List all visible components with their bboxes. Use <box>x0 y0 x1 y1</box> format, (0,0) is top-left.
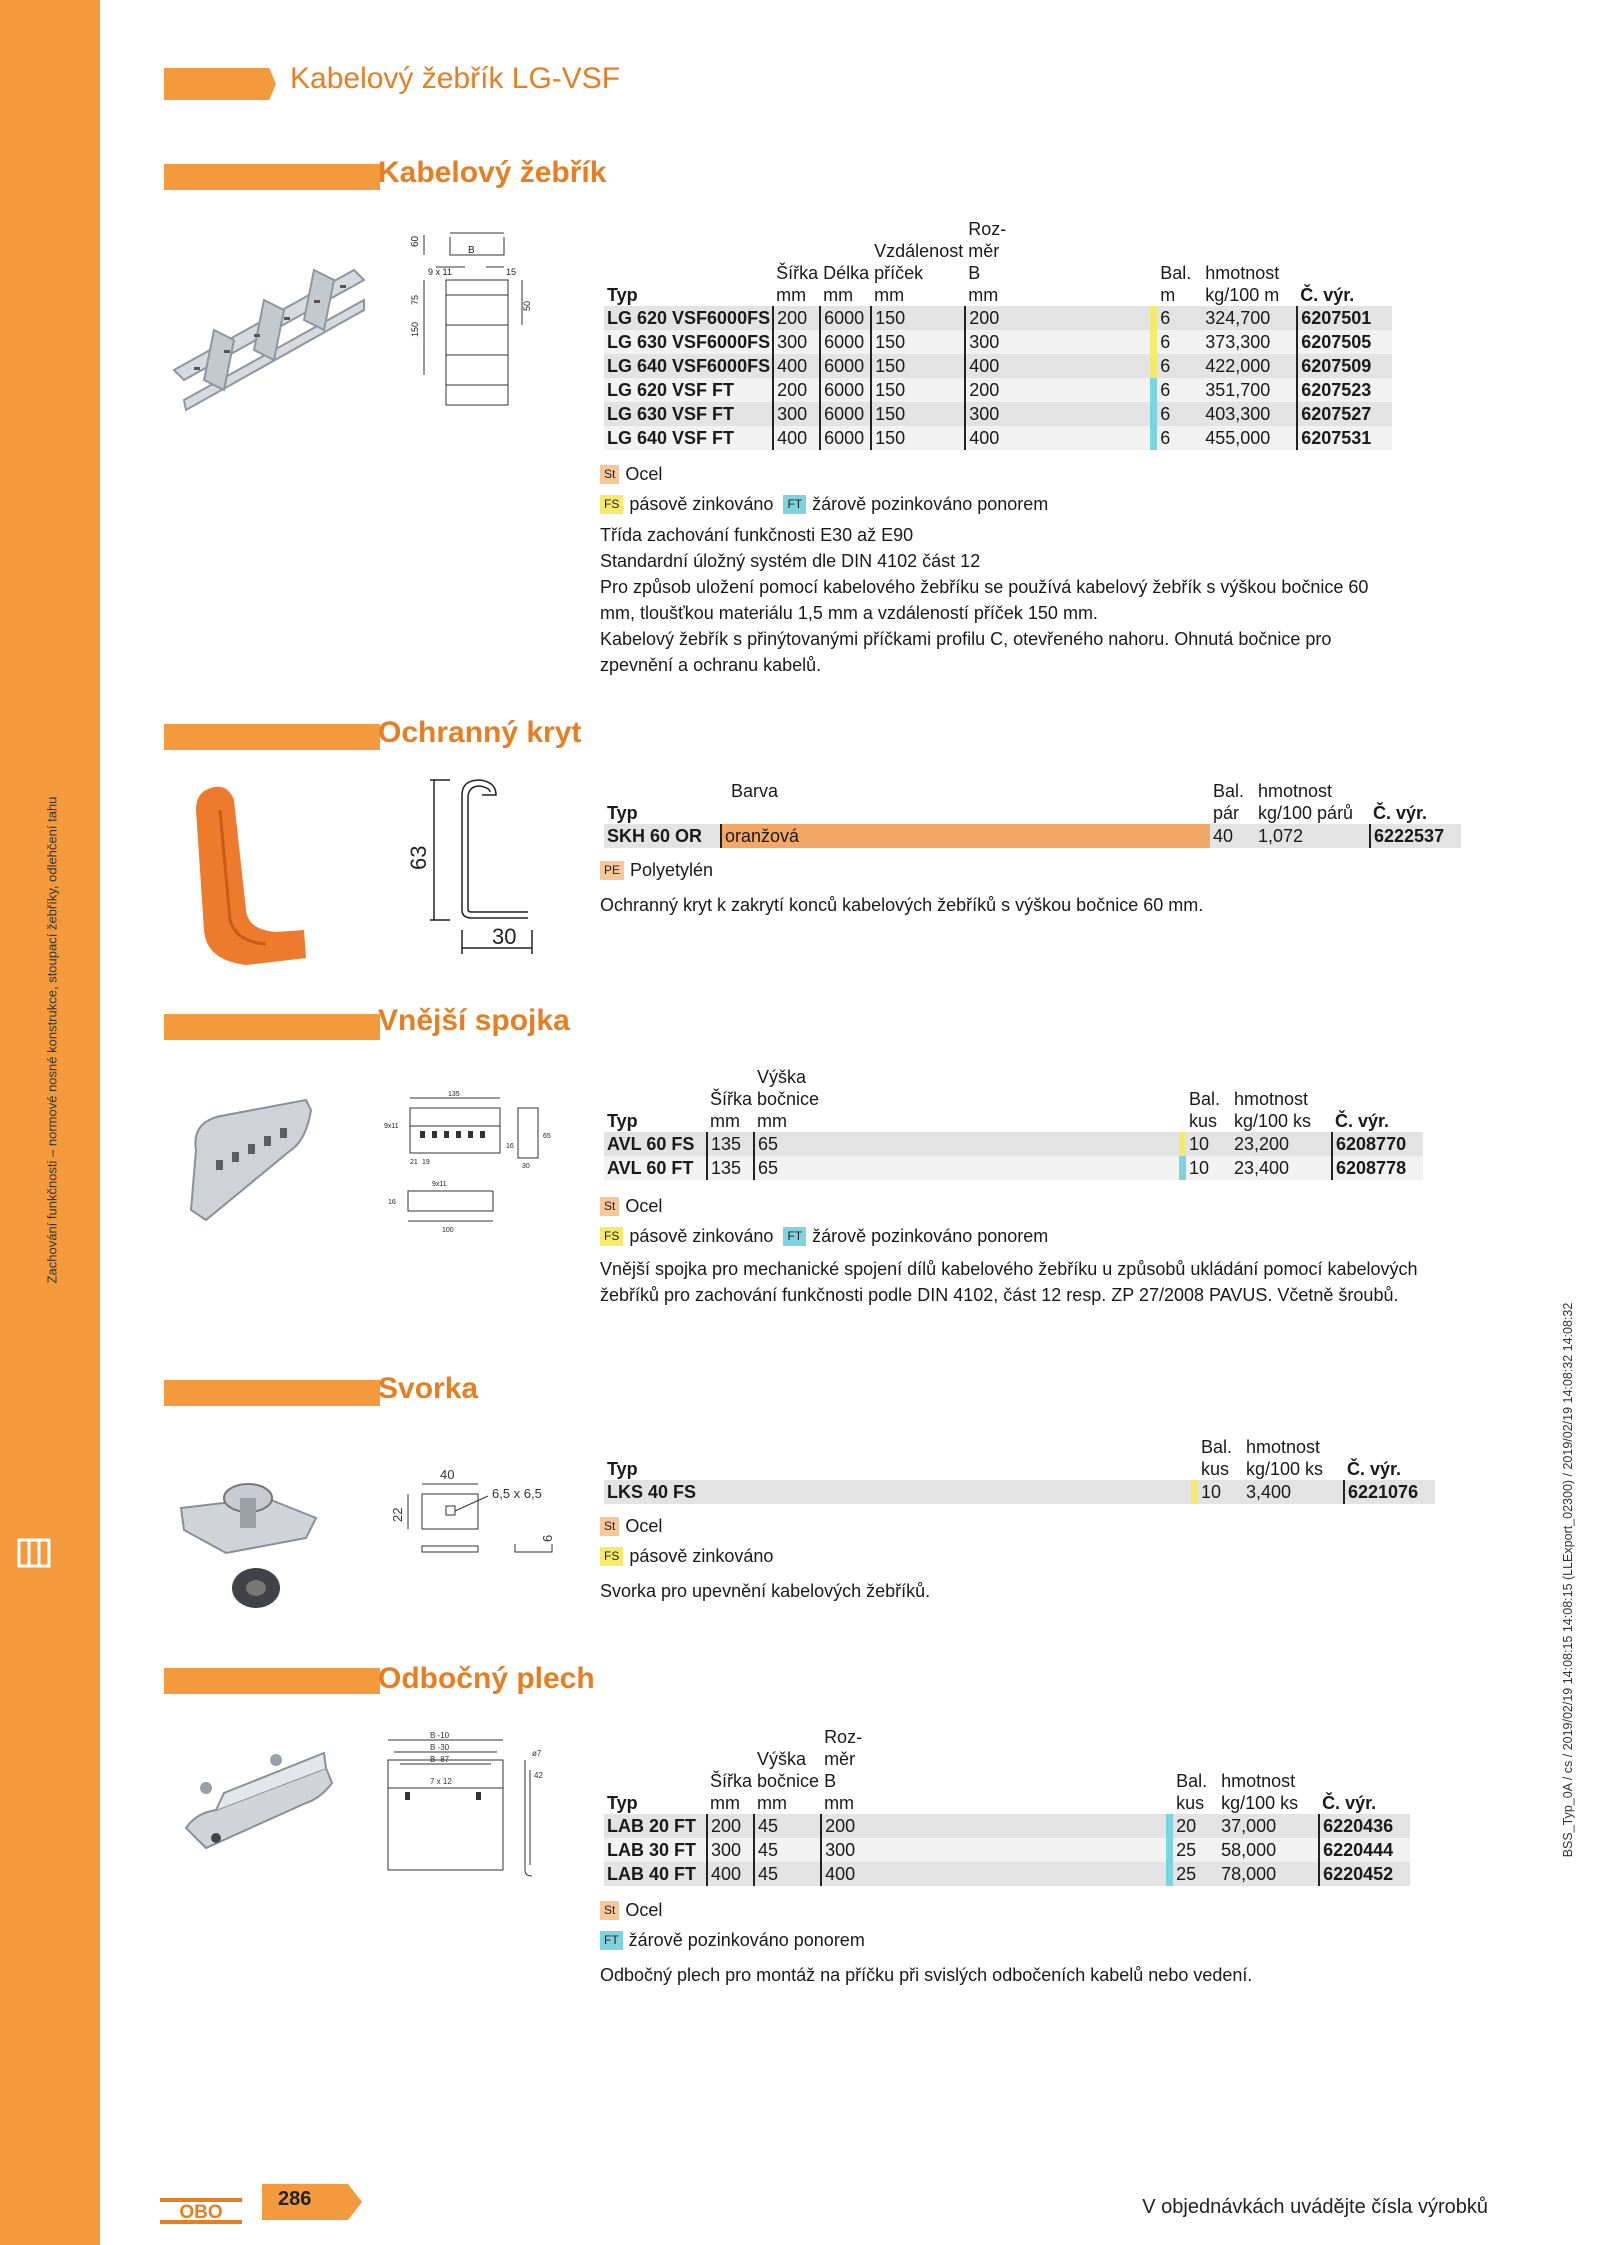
finish-marker <box>1150 354 1157 378</box>
cell-item-no: 6207531 <box>1297 426 1392 450</box>
ladder-category-icon <box>17 1536 51 1570</box>
legend-st-label: Ocel <box>625 464 663 484</box>
cell-weight: 351,700 <box>1202 378 1297 402</box>
cell-height: 65 <box>754 1132 1179 1156</box>
col-bal: Bal. kus <box>1189 1089 1221 1131</box>
col-item-no: Č. výr. <box>1335 1111 1390 1131</box>
section-bar <box>164 164 380 190</box>
cell-width: 135 <box>707 1132 754 1156</box>
table-row <box>604 354 1392 378</box>
cell-height: 45 <box>754 1862 821 1886</box>
cell-dim-b: 400 <box>965 354 1150 378</box>
legend-material <box>600 860 713 881</box>
cell-bal: 10 <box>1186 1156 1231 1180</box>
dim-22: 22 <box>390 1507 405 1522</box>
cell-width: 300 <box>707 1838 754 1862</box>
dim-150: 150 <box>410 321 420 337</box>
dim-6x6: 6,5 x 6,5 <box>492 1486 542 1501</box>
cell-typ: LG 640 VSF6000FS <box>604 354 773 378</box>
col-typ: Typ <box>607 1111 638 1131</box>
dim-b: B <box>468 245 475 256</box>
legend-finish <box>600 1546 773 1567</box>
legend-st-label: Ocel <box>625 1196 663 1216</box>
cell-typ: LG 630 VSF6000FS <box>604 330 773 354</box>
section-bar <box>164 1668 380 1694</box>
legend-pe-label: Polyetylén <box>630 860 714 880</box>
cell-distance: 150 <box>871 402 965 426</box>
cover-description: Ochranný kryt k zakrytí konců kabelových žebříků s výškou bočnice 60 mm. <box>600 895 1204 915</box>
col-dim-b: Roz- měr B mm <box>824 1727 863 1813</box>
cell-width: 300 <box>773 330 820 354</box>
col-width: Šířka mm <box>776 263 819 305</box>
cell-typ: SKH 60 OR <box>604 824 721 848</box>
dim-9x11b: 9x11 <box>432 1181 447 1188</box>
cell-width: 400 <box>773 426 820 450</box>
col-bal: Bal. kus <box>1201 1437 1233 1479</box>
section-title-ladder: Kabelový žebřík <box>378 156 607 189</box>
dim-40: 40 <box>440 1467 455 1482</box>
cell-weight: 23,400 <box>1231 1156 1332 1180</box>
col-height: Výška bočnice mm <box>757 1749 820 1813</box>
dim-75: 75 <box>410 294 420 305</box>
coupler-product-image <box>186 1090 316 1230</box>
cell-typ: LG 630 VSF FT <box>604 402 773 426</box>
section-bar <box>164 724 380 750</box>
legend-fs-label: pásově zinkováno <box>629 494 774 514</box>
cell-color: oranžová <box>721 824 1203 848</box>
tag-fs: FS <box>600 495 623 514</box>
clamp-technical-drawing <box>380 1464 580 1584</box>
branch-product-table <box>604 1726 1410 1886</box>
legend-ft-label: žárově pozinkováno ponorem <box>628 1930 865 1950</box>
table-row <box>604 1838 1410 1862</box>
page-title: Kabelový žebřík LG-VSF <box>290 62 621 95</box>
cell-item-no: 6220444 <box>1319 1838 1410 1862</box>
dim-63: 63 <box>406 845 431 870</box>
cell-dim-b: 300 <box>821 1838 1166 1862</box>
cell-length: 6000 <box>820 354 871 378</box>
table-row <box>604 306 1392 330</box>
dim-7x12: 7 x 12 <box>430 1777 452 1786</box>
cell-weight: 422,000 <box>1202 354 1297 378</box>
cell-item-no: 6208778 <box>1332 1156 1423 1180</box>
table-row <box>604 378 1392 402</box>
legend-st-label: Ocel <box>625 1900 663 1920</box>
dim-65: 65 <box>543 1133 551 1140</box>
tag-ft: FT <box>600 1931 623 1950</box>
tag-fs: FS <box>600 1547 623 1566</box>
finish-marker <box>1150 330 1157 354</box>
cell-length: 6000 <box>820 426 871 450</box>
dim-b30: B -30 <box>430 1743 450 1752</box>
clamp-product-image <box>176 1458 326 1618</box>
table-row <box>604 1862 1410 1886</box>
legend-material <box>600 1516 662 1537</box>
cell-dim-b: 200 <box>965 378 1150 402</box>
cell-width: 400 <box>707 1862 754 1886</box>
legend-fs-label: pásově zinkováno <box>629 1546 774 1566</box>
col-typ: Typ <box>607 1793 638 1813</box>
legend-finish <box>600 1226 1048 1247</box>
cell-length: 6000 <box>820 378 871 402</box>
dim-o7: ø7 <box>532 1749 542 1758</box>
cover-technical-drawing <box>406 770 540 970</box>
dim-9x11: 9 x 11 <box>428 267 452 277</box>
cell-weight: 403,300 <box>1202 402 1297 426</box>
dim-9x11: 9x11 <box>384 1123 399 1130</box>
page-number: 286 <box>278 2188 312 2210</box>
cell-typ: LG 620 VSF6000FS <box>604 306 773 330</box>
finish-marker <box>1191 1480 1198 1504</box>
dim-42: 42 <box>534 1771 543 1780</box>
cell-item-no: 6221076 <box>1344 1480 1435 1504</box>
cell-typ: LAB 30 FT <box>604 1838 707 1862</box>
col-weight: hmotnost kg/100 m <box>1205 263 1280 305</box>
tag-pe: PE <box>600 861 624 880</box>
cell-bal: 40 <box>1210 824 1255 848</box>
cover-product-table <box>604 780 1461 848</box>
section-title-cover: Ochranný kryt <box>378 716 582 749</box>
dim-b10: B -10 <box>430 1731 450 1740</box>
col-height: Výška bočnice mm <box>757 1067 820 1131</box>
dim-16b: 16 <box>388 1199 396 1206</box>
cell-bal: 25 <box>1173 1838 1218 1862</box>
dim-30: 30 <box>492 924 517 949</box>
finish-marker <box>1179 1156 1186 1180</box>
clamp-description: Svorka pro upevnění kabelových žebříků. <box>600 1581 931 1601</box>
cell-distance: 150 <box>871 330 965 354</box>
ladder-product-image <box>164 240 374 410</box>
cell-typ: LKS 40 FS <box>604 1480 1191 1504</box>
cell-bal: 10 <box>1198 1480 1243 1504</box>
col-bal: Bal. kus <box>1176 1771 1208 1813</box>
col-distance: Vzdálenost příček mm <box>874 241 964 305</box>
finish-marker <box>1166 1814 1173 1838</box>
side-caption: Zachování funkčnosti – normové nosné konstrukce, stoupací žebříky, odlehčení tahu <box>44 796 60 1284</box>
finish-marker <box>1150 378 1157 402</box>
cell-width: 300 <box>773 402 820 426</box>
ladder-product-table <box>604 218 1392 450</box>
branch-product-image <box>176 1738 336 1868</box>
dim-b87: B -87 <box>430 1755 450 1764</box>
dim-6: 6 <box>540 1534 555 1542</box>
col-bal: Bal. m <box>1160 263 1192 305</box>
cell-length: 6000 <box>820 330 871 354</box>
finish-marker <box>1166 1862 1173 1886</box>
cell-distance: 150 <box>871 354 965 378</box>
tag-st: St <box>600 465 619 484</box>
legend-st-label: Ocel <box>625 1516 663 1536</box>
col-typ: Typ <box>607 1459 638 1479</box>
cell-item-no: 6207509 <box>1297 354 1392 378</box>
finish-marker <box>1150 426 1157 450</box>
table-row <box>604 1156 1423 1180</box>
cell-bal: 6 <box>1157 330 1202 354</box>
table-row <box>604 1132 1423 1156</box>
cell-item-no: 6207501 <box>1297 306 1392 330</box>
cell-bal: 6 <box>1157 378 1202 402</box>
cell-dim-b: 200 <box>821 1814 1166 1838</box>
cell-typ: AVL 60 FS <box>604 1132 707 1156</box>
cell-item-no: 6207527 <box>1297 402 1392 426</box>
cell-item-no: 6208770 <box>1332 1132 1423 1156</box>
table-row <box>604 824 1461 848</box>
legend-fs-label: pásově zinkováno <box>629 1226 774 1246</box>
obo-logo-text: OBO <box>179 2202 223 2223</box>
desc-line: Pro způsob uložení pomocí kabelového žebříku se používá kabelový žebřík s výškou bočnice 60 mm, tloušťkou materiálu 1,5 mm a vzdáleností příček 150 mm. <box>600 577 1369 623</box>
cell-bal: 10 <box>1186 1132 1231 1156</box>
table-row <box>604 1814 1410 1838</box>
cell-length: 6000 <box>820 306 871 330</box>
col-weight: hmotnost kg/100 ks <box>1246 1437 1324 1479</box>
cell-width: 200 <box>707 1814 754 1838</box>
coupler-technical-drawing <box>380 1086 560 1236</box>
cell-bal: 6 <box>1157 402 1202 426</box>
finish-marker <box>1166 1838 1173 1862</box>
cell-item-no: 6220436 <box>1319 1814 1410 1838</box>
tag-st: St <box>600 1901 619 1920</box>
obo-logo <box>160 2198 242 2224</box>
col-item-no: Č. výr. <box>1322 1793 1377 1813</box>
branch-technical-drawing <box>380 1730 560 1880</box>
section-bar <box>164 1380 380 1406</box>
finish-marker <box>1179 1132 1186 1156</box>
cell-width: 135 <box>707 1156 754 1180</box>
col-weight: hmotnost kg/100 ks <box>1234 1089 1312 1131</box>
tag-ft: FT <box>783 1227 806 1246</box>
cell-typ: LAB 20 FT <box>604 1814 707 1838</box>
section-title-clamp: Svorka <box>378 1372 479 1405</box>
col-width: Šířka mm <box>710 1771 753 1813</box>
legend-material <box>600 464 662 485</box>
ladder-technical-drawing <box>410 225 555 425</box>
section-title-branch: Odbočný plech <box>378 1662 595 1695</box>
legend-finish <box>600 1930 865 1951</box>
cell-weight: 455,000 <box>1202 426 1297 450</box>
cell-typ: LG 640 VSF FT <box>604 426 773 450</box>
legend-finish <box>600 494 1048 515</box>
cell-dim-b: 300 <box>965 402 1150 426</box>
desc-line: Třída zachování funkčnosti E30 až E90 <box>600 525 914 545</box>
dim-16: 16 <box>506 1143 514 1150</box>
col-typ: Typ <box>607 803 638 823</box>
desc-line: Kabelový žebřík s přinýtovanými příčkami profilu C, otevřeného nahoru. Ohnutá bočnice pro zpevnění a ochranu kabelů. <box>600 629 1332 675</box>
cell-distance: 150 <box>871 306 965 330</box>
tag-fs: FS <box>600 1227 623 1246</box>
dim-50: 50 <box>522 300 532 311</box>
col-bal: Bal. pár <box>1213 781 1245 823</box>
table-row <box>604 330 1392 354</box>
cell-bal: 25 <box>1173 1862 1218 1886</box>
section-title-coupler: Vnější spojka <box>378 1004 570 1037</box>
tag-st: St <box>600 1517 619 1536</box>
cell-bal: 6 <box>1157 354 1202 378</box>
coupler-product-table <box>604 1066 1423 1180</box>
legend-ft-label: žárově pozinkováno ponorem <box>812 494 1049 514</box>
coupler-description: Vnější spojka pro mechanické spojení dílů kabelového žebříku u způsobů ukládání pomocí kabelových žebříků pro zachování funkčnosti podle DIN 4102, část 12 resp. ZP 27/2008 PAVUS. Včetně šroubů. <box>600 1259 1418 1305</box>
cell-height: 45 <box>754 1838 821 1862</box>
dim-100: 100 <box>442 1227 454 1234</box>
cell-dim-b: 400 <box>965 426 1150 450</box>
dim-30: 30 <box>522 1163 530 1170</box>
cell-typ: AVL 60 FT <box>604 1156 707 1180</box>
ladder-description <box>600 522 1400 678</box>
cell-item-no: 6207523 <box>1297 378 1392 402</box>
cell-dim-b: 300 <box>965 330 1150 354</box>
cell-weight: 1,072 <box>1255 824 1370 848</box>
cell-dim-b: 200 <box>965 306 1150 330</box>
cell-item-no: 6222537 <box>1370 824 1461 848</box>
table-row <box>604 426 1392 450</box>
cell-weight: 78,000 <box>1218 1862 1319 1886</box>
cell-weight: 58,000 <box>1218 1838 1319 1862</box>
cell-bal: 6 <box>1157 426 1202 450</box>
col-item-no: Č. výr. <box>1373 803 1428 823</box>
table-row <box>604 402 1392 426</box>
cell-height: 45 <box>754 1814 821 1838</box>
cell-distance: 150 <box>871 378 965 402</box>
desc-line: Standardní úložný systém dle DIN 4102 část 12 <box>600 551 981 571</box>
col-length: Délka mm <box>823 263 870 305</box>
dim-19: 19 <box>422 1159 430 1166</box>
col-typ: Typ <box>607 285 638 305</box>
cell-length: 6000 <box>820 402 871 426</box>
cell-weight: 324,700 <box>1202 306 1297 330</box>
cell-item-no: 6220452 <box>1319 1862 1410 1886</box>
cell-item-no: 6207505 <box>1297 330 1392 354</box>
col-item-no: Č. výr. <box>1300 285 1355 305</box>
cell-bal: 6 <box>1157 306 1202 330</box>
legend-material <box>600 1900 662 1921</box>
cell-weight: 373,300 <box>1202 330 1297 354</box>
section-bar <box>164 1014 380 1040</box>
cell-typ: LAB 40 FT <box>604 1862 707 1886</box>
cell-dim-b: 400 <box>821 1862 1166 1886</box>
col-width: Šířka mm <box>710 1089 753 1131</box>
footer-note: V objednávkách uvádějte čísla výrobků <box>1142 2196 1488 2218</box>
header-arrow <box>164 68 276 100</box>
col-item-no: Č. výr. <box>1347 1459 1402 1479</box>
finish-marker <box>1203 824 1210 848</box>
table-row <box>604 1480 1435 1504</box>
cell-typ: LG 620 VSF FT <box>604 378 773 402</box>
cell-weight: 3,400 <box>1243 1480 1344 1504</box>
tag-st: St <box>600 1197 619 1216</box>
print-metadata: BSS_Typ_0A / cs / 2019/02/19 14:08:15 14:08:15 (LLExport_02300) / 2019/02/19 14:08:32 14:08:32 <box>1561 1302 1575 1858</box>
cell-weight: 23,200 <box>1231 1132 1332 1156</box>
cell-height: 65 <box>754 1156 1179 1180</box>
col-weight: hmotnost kg/100 ks <box>1221 1771 1299 1813</box>
cell-distance: 150 <box>871 426 965 450</box>
page-number-tab <box>262 2184 362 2220</box>
cell-width: 200 <box>773 378 820 402</box>
legend-material <box>600 1196 662 1217</box>
finish-marker <box>1150 402 1157 426</box>
cover-product-image <box>186 780 316 970</box>
cell-bal: 20 <box>1173 1814 1218 1838</box>
dim-135: 135 <box>448 1091 460 1098</box>
col-color: Barva <box>731 781 779 801</box>
cell-weight: 37,000 <box>1218 1814 1319 1838</box>
legend-ft-label: žárově pozinkováno ponorem <box>812 1226 1049 1246</box>
dim-60: 60 <box>410 235 421 247</box>
finish-marker <box>1150 306 1157 330</box>
cell-width: 200 <box>773 306 820 330</box>
tag-ft: FT <box>783 495 806 514</box>
dim-15: 15 <box>506 267 517 277</box>
dim-21: 21 <box>410 1159 418 1166</box>
col-dim-b: Roz- měr B mm <box>968 219 1007 305</box>
clamp-product-table <box>604 1436 1435 1504</box>
col-weight: hmotnost kg/100 párů <box>1258 781 1354 823</box>
branch-description: Odbočný plech pro montáž na příčku při svislých odbočeních kabelů nebo vedení. <box>600 1965 1253 1985</box>
cell-width: 400 <box>773 354 820 378</box>
